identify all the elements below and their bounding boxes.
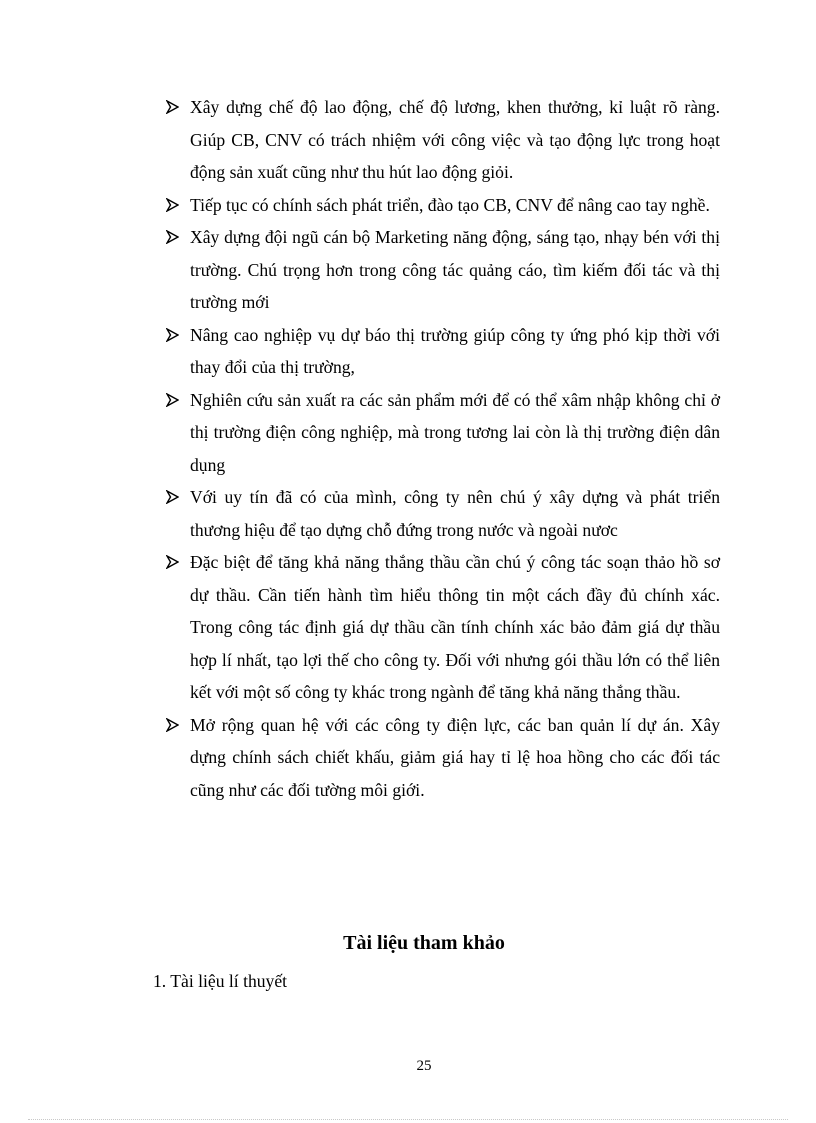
- reference-section-title: 1. Tài liệu lí thuyết: [153, 971, 288, 991]
- list-item-text: Tiếp tục có chính sách phát triển, đào tạo CB, CNV để nâng cao tay nghề.: [190, 194, 710, 215]
- list-item: [166, 91, 720, 189]
- arrowhead-bullet-icon: [166, 230, 179, 244]
- arrowhead-bullet-icon: [166, 490, 179, 504]
- list-item: [166, 221, 720, 319]
- list-item: [166, 384, 720, 482]
- list-item: [166, 189, 720, 222]
- arrowhead-bullet-icon: [166, 328, 179, 342]
- list-item: [166, 481, 720, 546]
- arrowhead-bullet-icon: [166, 718, 179, 732]
- list-item-text: Xây dựng đội ngũ cán bộ Marketing năng động, sáng tạo, nhạy bén với thị trường. Chú trọng hơn trong công tác quảng cáo, tìm kiếm đối tác và thị trường mới: [190, 227, 720, 312]
- recommendation-list: [166, 91, 720, 806]
- list-item-text: Với uy tín đã có của mình, công ty nên chú ý xây dựng và phát triển thương hiệu để tạo dựng chỗ đứng trong nước và ngoài nươc: [190, 487, 720, 540]
- list-item-text: Nghiên cứu sản xuất ra các sản phẩm mới để có thể xâm nhập không chỉ ở thị trường điện công nghiệp, mà trong tương lai còn là thị trường điện dân dụng: [190, 389, 720, 475]
- arrowhead-bullet-icon: [166, 100, 179, 114]
- page-number: 25: [416, 1058, 432, 1074]
- list-item-text: Xây dựng chế độ lao động, chế độ lương, khen thưởng, kỉ luật rõ ràng. Giúp CB, CNV có trách nhiệm với công việc và tạo động lực trong hoạt động sản xuất cũng như thu hút lao động giỏi.: [190, 97, 720, 182]
- list-item-text: Mở rộng quan hệ với các công ty điện lực, các ban quản lí dự án. Xây dựng chính sách chiết khấu, giảm giá hay tỉ lệ hoa hồng cho các đối tác cũng như các đối tường môi giới.: [190, 714, 720, 800]
- arrowhead-bullet-icon: [166, 198, 179, 212]
- list-item-text: Nâng cao nghiệp vụ dự báo thị trường giúp công ty ứng phó kịp thời với thay đổi của thị trường,: [190, 324, 720, 377]
- arrowhead-bullet-icon: [166, 393, 179, 407]
- arrowhead-bullet-icon: [166, 555, 179, 569]
- list-item: [166, 709, 720, 807]
- references-heading: Tài liệu tham khảo: [343, 932, 505, 954]
- page-bottom-divider: [28, 1119, 788, 1120]
- list-item-text: Đặc biệt để tăng khả năng thắng thầu cần chú ý công tác soạn thảo hồ sơ dự thầu. Cần tiến hành tìm hiểu thông tin một cách đầy đủ chính xác. Trong công tác định giá dự thầu cần tính chính xác bảo đảm giá dự thầu hợp lí nhất, tạo lợi thế cho công ty. Đối với nhưng gói thầu lớn có thể liên kết với một số công ty khác trong ngành để tăng khả năng thắng thầu.: [190, 552, 720, 702]
- list-item: [166, 546, 720, 709]
- list-item: [166, 319, 720, 384]
